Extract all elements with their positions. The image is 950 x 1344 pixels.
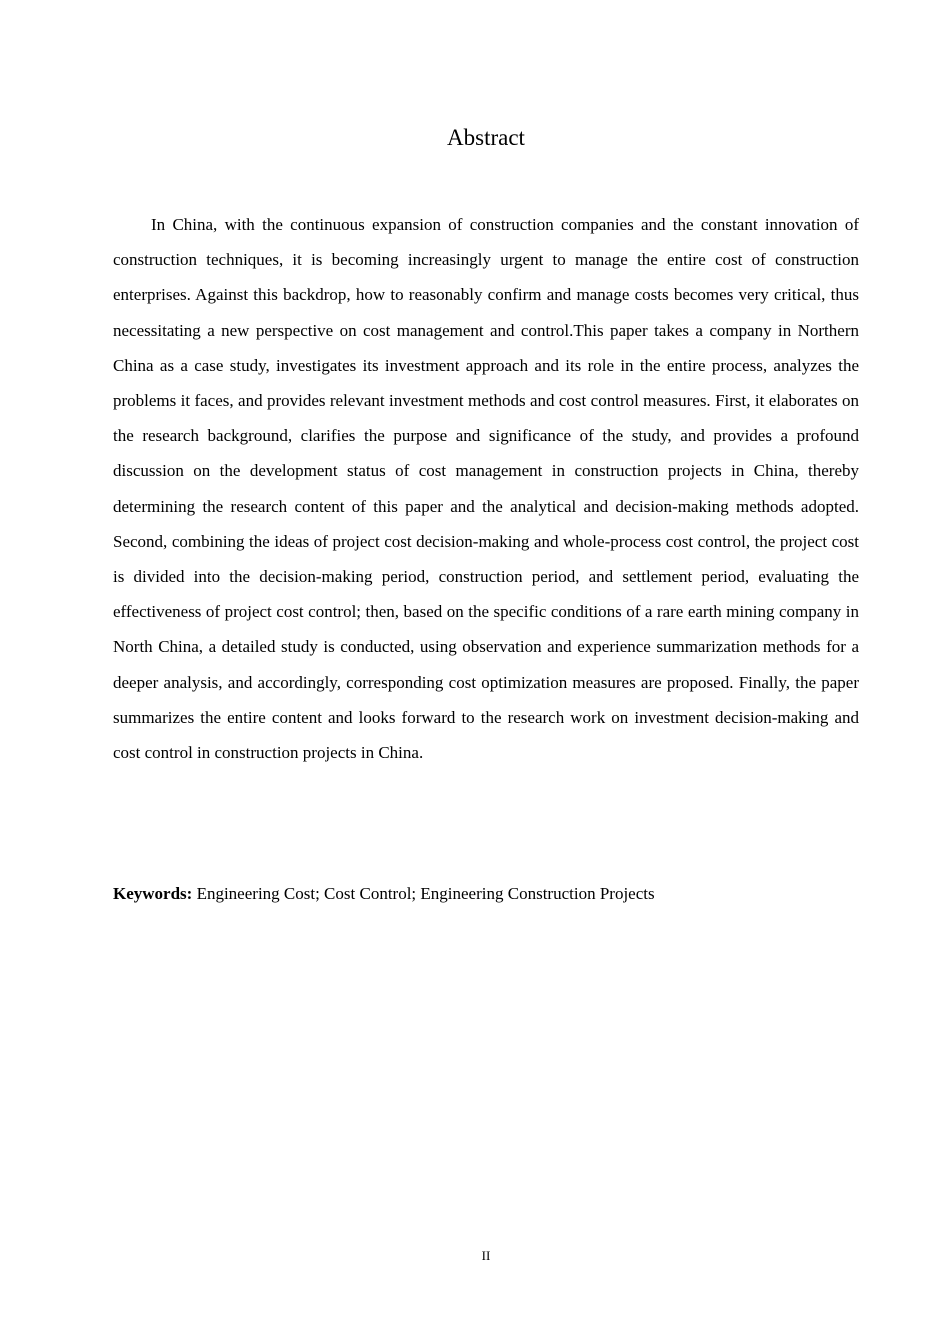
page-number: II	[481, 1248, 491, 1263]
keywords-label: Keywords:	[113, 884, 193, 903]
keywords-line	[113, 876, 859, 911]
keywords-text: Engineering Cost; Cost Control; Engineering Construction Projects	[196, 884, 655, 903]
abstract-paragraph: In China, with the continuous expansion of construction companies and the constant innovation of construction techniques, it is becoming increasingly urgent to manage the entire cost of construction enterprises. Against this backdrop, how to reasonably confirm and manage costs becomes very critical, thus necessitating a new perspective on cost management and control.This paper takes a company in Northern China as a case study, investigates its investment approach and its role in the entire process, analyzes the problems it faces, and provides relevant investment methods and cost control measures. First, it elaborates on the research background, clarifies the purpose and significance of the study, and provides a profound discussion on the development status of cost management in construction projects in China, thereby determining the research content of this paper and the analytical and decision-making methods adopted. Second, combining the ideas of project cost decision-making and whole-process cost control, the project cost is divided into the decision-making period, construction period, and settlement period, evaluating the effectiveness of project cost control; then, based on the specific conditions of a rare earth mining company in North China, a detailed study is conducted, using observation and experience summarization methods for a deeper analysis, and accordingly, corresponding cost optimization measures are proposed. Finally, the paper summarizes the entire content and looks forward to the research work on investment decision-making and cost control in construction projects in China.	[113, 215, 859, 763]
abstract-title: Abstract	[447, 125, 525, 150]
